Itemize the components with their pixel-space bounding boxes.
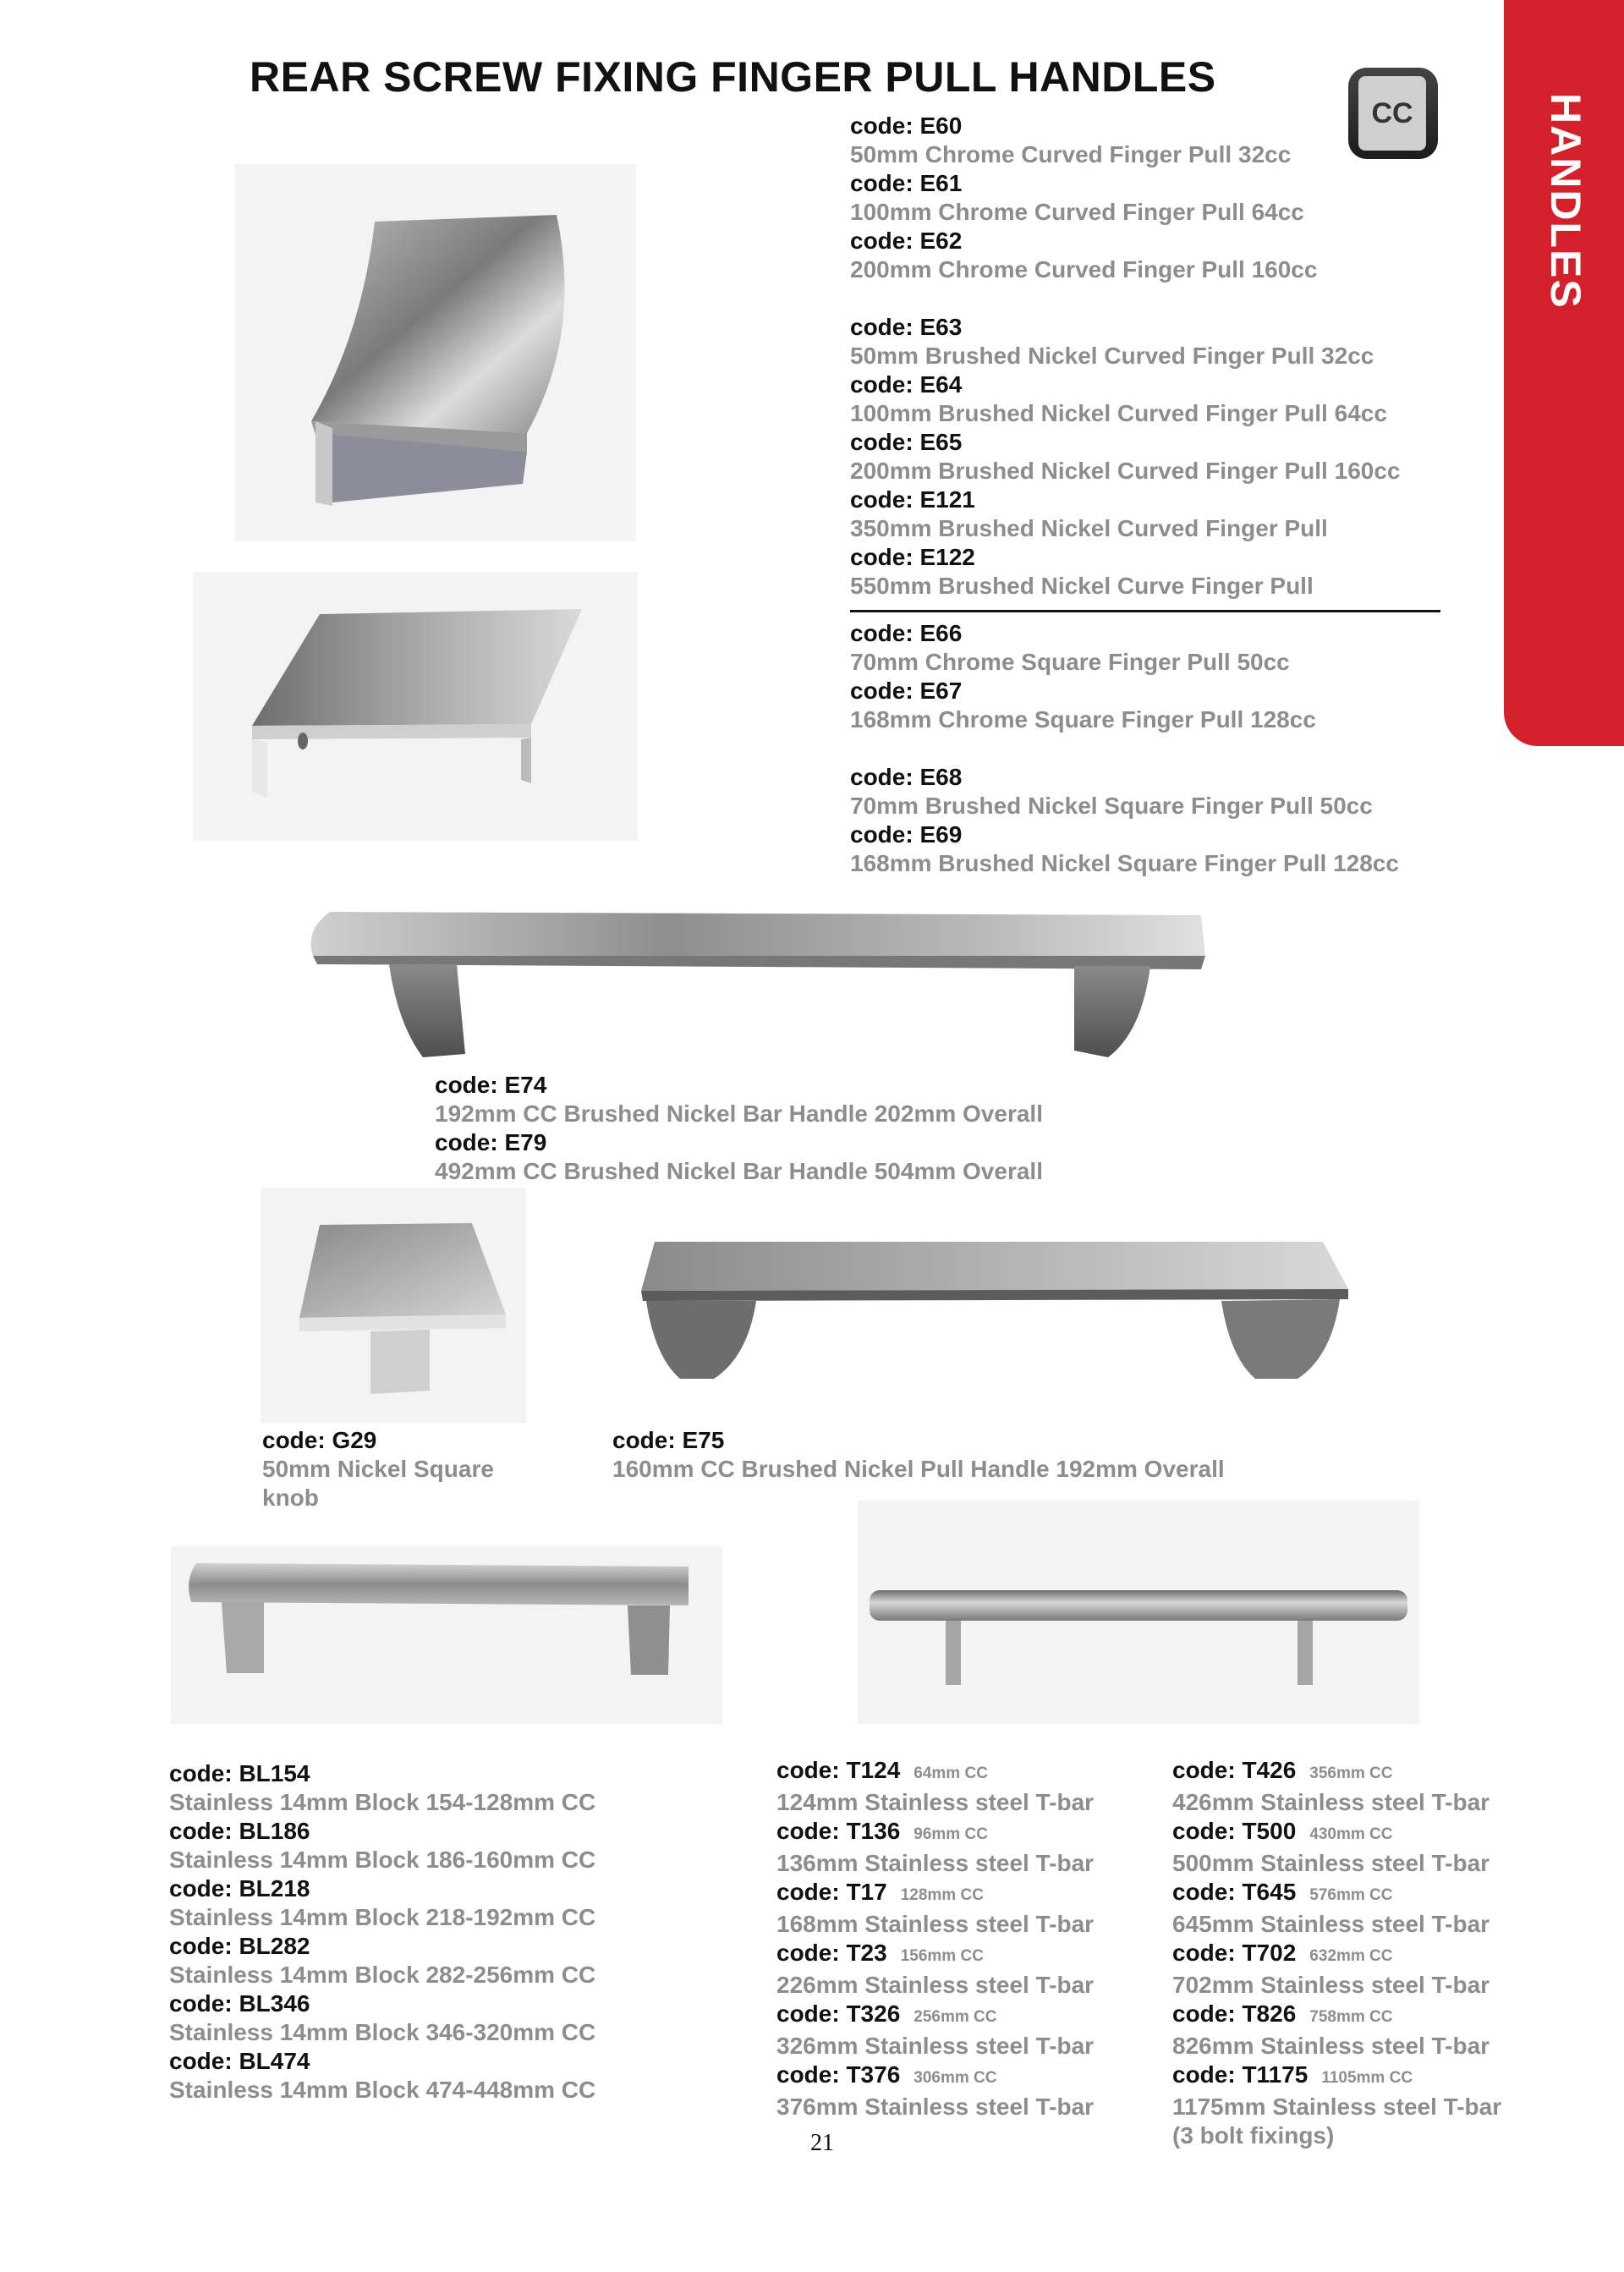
finger-pull-group-chrome-curved [850,112,1400,284]
square-finger-pull-photo [193,572,638,841]
product-code: code: E65 [850,429,963,455]
product-description: 702mm Stainless steel T-bar [1172,1972,1490,1998]
t-bar-photo [858,1501,1419,1724]
product-description: 826mm Stainless steel T-bar [1172,2033,1490,2059]
product-description: 124mm Stainless steel T-bar [776,1789,1095,1815]
product-code: code: T645 576mm CC [1172,1879,1393,1905]
product-description: 1175mm Stainless steel T-bar [1172,2094,1502,2120]
product-description: Stainless 14mm Block 186-160mm CC [169,1847,596,1873]
product-code: code: T17 128mm CC [776,1879,984,1905]
product-code: code: E60 [850,113,963,139]
product-description: 168mm Chrome Square Finger Pull 128cc [850,706,1316,733]
product-description: 376mm Stainless steel T-bar [776,2094,1095,2120]
product-code: code: BL474 [169,2048,310,2074]
product-code: code: T124 64mm CC [776,1757,988,1783]
product-description-continued: knob [262,1484,319,1511]
product-code: code: G29 [262,1427,377,1453]
knob-info [262,1426,494,1512]
page-title: REAR SCREW FIXING FINGER PULL HANDLES [250,53,1216,101]
product-description: 326mm Stainless steel T-bar [776,2033,1095,2059]
square-knob-photo [261,1188,526,1423]
cc-size: 632mm CC [1309,1947,1393,1965]
product-description: 168mm Stainless steel T-bar [776,1911,1095,1937]
bar-handle-photo [304,905,1211,1071]
cc-size: 256mm CC [914,2008,997,2026]
product-code: code: T826 758mm CC [1172,2000,1393,2027]
product-code: code: BL282 [169,1933,310,1959]
cc-size: 156mm CC [900,1947,984,1965]
product-description: 500mm Stainless steel T-bar [1172,1850,1490,1876]
product-code: code: BL154 [169,1760,310,1786]
page-number: 21 [810,2130,834,2156]
product-code: code: T23 156mm CC [776,1940,984,1966]
product-description: 550mm Brushed Nickel Curve Finger Pull [850,573,1314,599]
product-description: Stainless 14mm Block 346-320mm CC [169,2019,596,2045]
product-code: code: E66 [850,620,963,646]
product-code: code: T1175 1105mm CC [1172,2061,1413,2088]
cc-size: 96mm CC [914,1825,988,1843]
product-description: 492mm CC Brushed Nickel Bar Handle 504mm Overall [435,1158,1043,1184]
product-code: code: T326 256mm CC [776,2000,997,2027]
section-tab [1504,0,1624,746]
product-description: 426mm Stainless steel T-bar [1172,1789,1490,1815]
square-finger-pull-list [850,619,1399,878]
product-code: code: E64 [850,371,963,398]
product-code: code: T376 306mm CC [776,2061,997,2088]
t-bar-list-right [1172,1756,1501,2150]
bar-handle-list [435,1071,1043,1186]
t-bar-list-middle [776,1756,1094,2121]
product-description: 226mm Stainless steel T-bar [776,1972,1095,1998]
cc-size: 758mm CC [1309,2008,1393,2026]
product-description: 645mm Stainless steel T-bar [1172,1911,1490,1937]
block-handle-photo [171,1546,722,1724]
product-description: 70mm Chrome Square Finger Pull 50cc [850,649,1290,675]
product-description: 100mm Brushed Nickel Curved Finger Pull 64cc [850,400,1387,426]
product-description: 200mm Chrome Curved Finger Pull 160cc [850,256,1318,283]
product-description: 160mm CC Brushed Nickel Pull Handle 192mm Overall [612,1456,1225,1482]
cc-size: 128mm CC [900,1886,984,1904]
finger-pull-group-chrome-square [850,619,1399,734]
product-code: code: T426 356mm CC [1172,1757,1393,1783]
finger-pull-list [850,112,1400,601]
cc-size: 576mm CC [1309,1886,1393,1904]
product-description: 50mm Brushed Nickel Curved Finger Pull 32cc [850,343,1374,369]
product-code: code: BL186 [169,1818,310,1844]
product-code: code: E68 [850,764,963,790]
product-description: 200mm Brushed Nickel Curved Finger Pull 160cc [850,458,1401,484]
product-code: code: E67 [850,678,963,704]
product-description: 168mm Brushed Nickel Square Finger Pull 128cc [850,850,1399,876]
product-description: Stainless 14mm Block 474-448mm CC [169,2077,596,2103]
finger-pull-group-nickel-curved [850,313,1400,601]
cc-size: 306mm CC [914,2069,997,2087]
product-code: code: E63 [850,314,963,340]
cc-size: 64mm CC [914,1764,988,1782]
product-description: 100mm Chrome Curved Finger Pull 64cc [850,199,1304,225]
product-description: 192mm CC Brushed Nickel Bar Handle 202mm Overall [435,1100,1043,1127]
product-description: Stainless 14mm Block 282-256mm CC [169,1962,596,1988]
product-code: code: E61 [850,170,963,196]
section-divider [850,610,1440,612]
product-code: code: E62 [850,228,963,254]
product-code: code: BL218 [169,1875,310,1902]
product-code: code: E75 [612,1427,725,1453]
cc-size: 356mm CC [1309,1764,1393,1782]
pull-handle-info [612,1426,1225,1484]
section-tab-label: HANDLES [1542,93,1589,310]
logo-text: CC [1371,96,1413,129]
product-code: code: E79 [435,1129,547,1155]
cc-size: 1105mm CC [1321,2069,1413,2087]
product-description: Stainless 14mm Block 218-192mm CC [169,1904,596,1930]
product-code: code: E74 [435,1072,547,1098]
product-description: 350mm Brushed Nickel Curved Finger Pull [850,515,1328,541]
finger-pull-group-nickel-square [850,763,1399,878]
product-description: 50mm Chrome Curved Finger Pull 32cc [850,141,1292,167]
product-description: 50mm Nickel Square [262,1456,494,1482]
pull-handle-photo [629,1238,1357,1382]
product-code: code: T136 96mm CC [776,1818,988,1844]
product-description: Stainless 14mm Block 154-128mm CC [169,1789,596,1815]
product-description: 136mm Stainless steel T-bar [776,1850,1095,1876]
product-code: code: E69 [850,821,963,848]
block-handle-list [169,1759,595,2105]
product-code: code: E122 [850,544,975,570]
product-code: code: E121 [850,486,975,513]
product-code: code: T702 632mm CC [1172,1940,1393,1966]
cc-size: 430mm CC [1309,1825,1393,1843]
product-code: code: T500 430mm CC [1172,1818,1393,1844]
product-description: 70mm Brushed Nickel Square Finger Pull 50cc [850,793,1373,819]
product-note: (3 bolt fixings) [1172,2122,1335,2149]
product-code: code: BL346 [169,1990,310,2017]
curved-finger-pull-photo [235,164,636,541]
